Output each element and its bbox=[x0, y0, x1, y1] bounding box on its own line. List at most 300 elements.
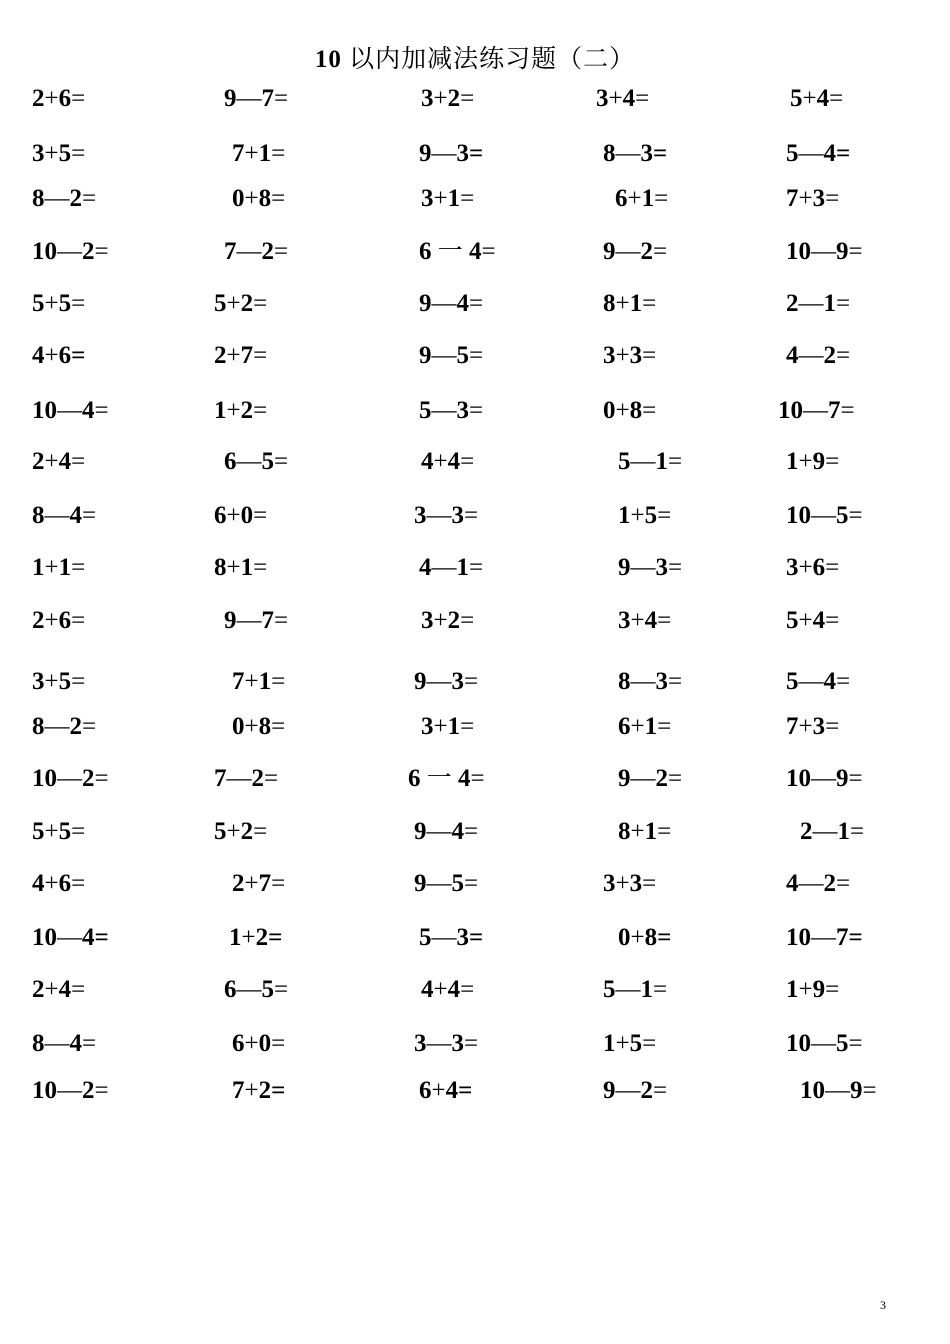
minus-sign: — bbox=[615, 238, 641, 265]
operand-b: 5 bbox=[58, 140, 72, 167]
minus-sign: — bbox=[615, 976, 641, 1003]
operand-b: 7 bbox=[258, 870, 272, 897]
minus-sign: — bbox=[630, 668, 656, 695]
math-problem bbox=[224, 447, 288, 477]
operand-a: 4 bbox=[786, 342, 799, 369]
math-problem bbox=[615, 184, 668, 214]
operand-b: 4 bbox=[816, 85, 830, 112]
equals-sign: = bbox=[668, 765, 683, 792]
plus-sign: + bbox=[226, 818, 241, 845]
page-number: 3 bbox=[880, 1298, 886, 1312]
operand-b: 6 bbox=[58, 607, 72, 634]
plus-sign: + bbox=[244, 870, 259, 897]
math-problem bbox=[214, 553, 267, 583]
equals-sign: = bbox=[836, 342, 851, 369]
equals-sign: = bbox=[82, 1030, 97, 1057]
operand-a: 3 bbox=[421, 85, 434, 112]
operand-b: 9 bbox=[812, 448, 826, 475]
plus-sign: + bbox=[244, 1030, 259, 1057]
plus-sign: + bbox=[615, 1030, 630, 1057]
operand-b: 8 bbox=[644, 924, 658, 951]
operand-b: 4 bbox=[456, 290, 469, 317]
operand-a: 2 bbox=[32, 607, 45, 634]
math-problem bbox=[419, 1076, 472, 1106]
plus-sign: + bbox=[44, 342, 59, 369]
math-problem bbox=[618, 764, 682, 794]
operand-b: 4 bbox=[69, 502, 82, 529]
equals-sign: = bbox=[642, 397, 657, 424]
operand-a: 8 bbox=[32, 185, 45, 212]
operand-a: 0 bbox=[618, 924, 631, 951]
plus-sign: + bbox=[44, 668, 59, 695]
math-problem bbox=[414, 501, 478, 531]
equals-sign: = bbox=[464, 870, 479, 897]
math-problem bbox=[32, 1076, 109, 1106]
plus-sign: + bbox=[433, 976, 448, 1003]
minus-sign: — bbox=[236, 238, 262, 265]
operand-a: 7 bbox=[232, 1077, 245, 1104]
minus-sign: — bbox=[226, 765, 252, 792]
equals-sign: = bbox=[71, 554, 86, 581]
operand-b: 1 bbox=[837, 818, 850, 845]
minus-sign: — bbox=[431, 290, 457, 317]
math-problem bbox=[32, 501, 96, 531]
operand-b: 5 bbox=[58, 818, 72, 845]
equals-sign: = bbox=[253, 397, 268, 424]
math-problem bbox=[214, 501, 267, 531]
equals-sign: = bbox=[469, 290, 484, 317]
math-problem bbox=[800, 817, 864, 847]
operand-b: 2 bbox=[240, 818, 254, 845]
math-problem bbox=[786, 975, 839, 1005]
equals-sign: = bbox=[469, 342, 484, 369]
equals-sign: = bbox=[848, 1030, 863, 1057]
operand-b: 2 bbox=[447, 607, 461, 634]
minus-sign: — bbox=[236, 607, 262, 634]
operand-b: 6 bbox=[58, 342, 72, 369]
plus-sign: + bbox=[630, 818, 645, 845]
math-problem bbox=[419, 923, 483, 953]
minus-sign: — bbox=[615, 1077, 641, 1104]
minus-sign: — bbox=[426, 818, 452, 845]
equals-sign: = bbox=[825, 976, 840, 1003]
plus-sign: + bbox=[615, 342, 630, 369]
math-problem bbox=[224, 237, 288, 267]
math-problem bbox=[603, 869, 656, 899]
plus-sign: + bbox=[244, 713, 259, 740]
equals-sign: = bbox=[653, 976, 668, 1003]
operand-b: 3 bbox=[451, 502, 464, 529]
operand-b: 4 bbox=[82, 924, 95, 951]
minus-sign: — bbox=[236, 448, 262, 475]
operand-a: 6 bbox=[618, 713, 631, 740]
operand-a: 0 bbox=[603, 397, 616, 424]
operand-b: 2 bbox=[655, 765, 668, 792]
minus-sign: — bbox=[431, 140, 457, 167]
operand-a: 3 bbox=[596, 85, 609, 112]
operand-b: 4 bbox=[823, 140, 836, 167]
minus-sign: — bbox=[426, 1030, 452, 1057]
equals-sign: = bbox=[469, 554, 484, 581]
math-problem bbox=[32, 447, 85, 477]
operand-a: 5 bbox=[419, 924, 432, 951]
minus-sign: 一 bbox=[431, 238, 470, 265]
equals-sign: = bbox=[836, 668, 851, 695]
plus-sign: + bbox=[433, 185, 448, 212]
math-problem bbox=[32, 184, 96, 214]
minus-sign: — bbox=[236, 85, 262, 112]
math-problem bbox=[32, 712, 96, 742]
operand-b: 8 bbox=[258, 713, 272, 740]
equals-sign: = bbox=[862, 1077, 877, 1104]
plus-sign: + bbox=[244, 140, 259, 167]
math-problem bbox=[421, 184, 474, 214]
plus-sign: + bbox=[433, 85, 448, 112]
operand-b: 1 bbox=[641, 185, 655, 212]
operand-b: 7 bbox=[261, 85, 274, 112]
plus-sign: + bbox=[244, 668, 259, 695]
equals-sign: = bbox=[848, 238, 863, 265]
math-problem bbox=[419, 553, 483, 583]
operand-b: 1 bbox=[447, 713, 461, 740]
plus-sign: + bbox=[433, 448, 448, 475]
math-problem bbox=[419, 289, 483, 319]
minus-sign: — bbox=[630, 554, 656, 581]
operand-b: 2 bbox=[251, 765, 264, 792]
operand-a: 10 bbox=[32, 397, 57, 424]
math-problem bbox=[214, 764, 278, 794]
operand-a: 0 bbox=[232, 713, 245, 740]
operand-a: 2 bbox=[800, 818, 813, 845]
equals-sign: = bbox=[274, 85, 289, 112]
operand-a: 4 bbox=[421, 976, 434, 1003]
equals-sign: = bbox=[642, 870, 657, 897]
math-problem bbox=[414, 817, 478, 847]
equals-sign: = bbox=[268, 924, 283, 951]
operand-b: 2 bbox=[240, 290, 254, 317]
equals-sign: = bbox=[271, 870, 286, 897]
operand-b: 5 bbox=[58, 290, 72, 317]
operand-a: 2 bbox=[32, 976, 45, 1003]
math-problem bbox=[618, 447, 682, 477]
minus-sign: — bbox=[44, 713, 70, 740]
equals-sign: = bbox=[71, 290, 86, 317]
equals-sign: = bbox=[657, 924, 672, 951]
plus-sign: + bbox=[615, 397, 630, 424]
minus-sign: — bbox=[798, 140, 824, 167]
operand-a: 9 bbox=[603, 1077, 616, 1104]
minus-sign: — bbox=[236, 976, 262, 1003]
equals-sign: = bbox=[470, 765, 485, 792]
operand-b: 4 bbox=[447, 976, 461, 1003]
operand-a: 4 bbox=[32, 870, 45, 897]
operand-b: 6 bbox=[812, 554, 826, 581]
math-problem bbox=[232, 869, 285, 899]
equals-sign: = bbox=[271, 140, 286, 167]
minus-sign: — bbox=[431, 554, 457, 581]
math-problem bbox=[32, 764, 109, 794]
equals-sign: = bbox=[481, 238, 496, 265]
equals-sign: = bbox=[94, 765, 109, 792]
operand-a: 1 bbox=[786, 976, 799, 1003]
plus-sign: + bbox=[241, 924, 256, 951]
operand-b: 2 bbox=[82, 1077, 95, 1104]
equals-sign: = bbox=[274, 448, 289, 475]
minus-sign: — bbox=[811, 1030, 836, 1057]
plus-sign: + bbox=[798, 185, 813, 212]
operand-a: 9 bbox=[414, 818, 427, 845]
operand-b: 3 bbox=[456, 924, 469, 951]
plus-sign: + bbox=[433, 607, 448, 634]
equals-sign: = bbox=[253, 554, 268, 581]
operand-a: 4 bbox=[786, 870, 799, 897]
minus-sign: — bbox=[812, 818, 838, 845]
minus-sign: — bbox=[426, 870, 452, 897]
math-problem bbox=[603, 289, 656, 319]
plus-sign: + bbox=[608, 85, 623, 112]
math-problem bbox=[419, 396, 483, 426]
minus-sign: — bbox=[825, 1077, 850, 1104]
math-problem bbox=[32, 1029, 96, 1059]
equals-sign: = bbox=[274, 976, 289, 1003]
plus-sign: + bbox=[44, 85, 59, 112]
math-problem bbox=[32, 606, 85, 636]
minus-sign: — bbox=[426, 668, 452, 695]
equals-sign: = bbox=[253, 502, 268, 529]
operand-b: 1 bbox=[58, 554, 72, 581]
operand-a: 9 bbox=[419, 290, 432, 317]
operand-a: 9 bbox=[419, 140, 432, 167]
operand-b: 4 bbox=[447, 448, 461, 475]
math-problem bbox=[232, 667, 285, 697]
operand-b: 3 bbox=[456, 140, 469, 167]
plus-sign: + bbox=[630, 713, 645, 740]
minus-sign: — bbox=[44, 502, 70, 529]
equals-sign: = bbox=[271, 1030, 286, 1057]
operand-a: 5 bbox=[32, 818, 45, 845]
math-problem bbox=[618, 606, 671, 636]
operand-a: 7 bbox=[224, 238, 237, 265]
operand-a: 2 bbox=[214, 342, 227, 369]
operand-b: 1 bbox=[258, 140, 272, 167]
operand-a: 9 bbox=[414, 668, 427, 695]
equals-sign: = bbox=[848, 924, 863, 951]
math-problem bbox=[786, 139, 850, 169]
operand-b: 4 bbox=[82, 397, 95, 424]
operand-b: 2 bbox=[255, 924, 269, 951]
equals-sign: = bbox=[464, 818, 479, 845]
math-problem bbox=[414, 869, 478, 899]
equals-sign: = bbox=[836, 140, 851, 167]
operand-b: 1 bbox=[456, 554, 469, 581]
math-problem bbox=[618, 923, 671, 953]
operand-b: 4 bbox=[823, 668, 836, 695]
operand-b: 5 bbox=[261, 976, 274, 1003]
plus-sign: + bbox=[798, 976, 813, 1003]
operand-a: 9 bbox=[603, 238, 616, 265]
equals-sign: = bbox=[836, 290, 851, 317]
operand-b: 1 bbox=[823, 290, 836, 317]
math-problem bbox=[790, 84, 843, 114]
operand-a: 6 bbox=[419, 1077, 432, 1104]
plus-sign: + bbox=[630, 502, 645, 529]
minus-sign: — bbox=[44, 185, 70, 212]
operand-a: 6 bbox=[232, 1030, 245, 1057]
math-problem bbox=[232, 1029, 285, 1059]
math-problem bbox=[32, 975, 85, 1005]
minus-sign: — bbox=[431, 397, 457, 424]
operand-a: 7 bbox=[214, 765, 227, 792]
operand-a: 3 bbox=[32, 140, 45, 167]
equals-sign: = bbox=[71, 668, 86, 695]
operand-a: 10 bbox=[786, 924, 811, 951]
minus-sign: — bbox=[811, 238, 836, 265]
equals-sign: = bbox=[469, 397, 484, 424]
plus-sign: + bbox=[798, 448, 813, 475]
math-problem bbox=[786, 289, 850, 319]
operand-a: 2 bbox=[232, 870, 245, 897]
operand-a: 1 bbox=[229, 924, 242, 951]
equals-sign: = bbox=[271, 185, 286, 212]
operand-b: 5 bbox=[58, 668, 72, 695]
equals-sign: = bbox=[82, 713, 97, 740]
equals-sign: = bbox=[94, 924, 109, 951]
equals-sign: = bbox=[71, 607, 86, 634]
equals-sign: = bbox=[271, 1077, 286, 1104]
minus-sign: — bbox=[57, 238, 82, 265]
math-problem bbox=[786, 1029, 863, 1059]
operand-a: 3 bbox=[603, 870, 616, 897]
operand-b: 2 bbox=[82, 765, 95, 792]
plus-sign: + bbox=[226, 502, 241, 529]
operand-a: 9 bbox=[618, 765, 631, 792]
math-problem bbox=[408, 764, 485, 794]
math-problem bbox=[232, 1076, 285, 1106]
operand-a: 6 bbox=[224, 976, 237, 1003]
math-problem bbox=[778, 396, 855, 426]
operand-a: 1 bbox=[32, 554, 45, 581]
operand-b: 7 bbox=[261, 607, 274, 634]
math-problem bbox=[32, 553, 85, 583]
operand-b: 1 bbox=[640, 976, 653, 1003]
operand-b: 2 bbox=[447, 85, 461, 112]
operand-a: 10 bbox=[786, 502, 811, 529]
operand-b: 8 bbox=[629, 397, 643, 424]
equals-sign: = bbox=[460, 85, 475, 112]
plus-sign: + bbox=[802, 85, 817, 112]
operand-b: 3 bbox=[640, 140, 653, 167]
operand-b: 0 bbox=[258, 1030, 272, 1057]
math-problem bbox=[419, 139, 483, 169]
math-problem bbox=[224, 606, 288, 636]
operand-a: 7 bbox=[786, 185, 799, 212]
operand-a: 1 bbox=[603, 1030, 616, 1057]
operand-a: 5 bbox=[419, 397, 432, 424]
equals-sign: = bbox=[460, 713, 475, 740]
operand-b: 1 bbox=[447, 185, 461, 212]
operand-b: 1 bbox=[644, 818, 658, 845]
equals-sign: = bbox=[642, 342, 657, 369]
operand-b: 2 bbox=[82, 238, 95, 265]
math-problem bbox=[421, 447, 474, 477]
equals-sign: = bbox=[850, 818, 865, 845]
equals-sign: = bbox=[460, 607, 475, 634]
math-problem bbox=[32, 923, 109, 953]
equals-sign: = bbox=[825, 185, 840, 212]
operand-b: 2 bbox=[640, 1077, 653, 1104]
operand-a: 3 bbox=[786, 554, 799, 581]
plus-sign: + bbox=[244, 1077, 259, 1104]
minus-sign: — bbox=[803, 397, 828, 424]
math-problem bbox=[421, 84, 474, 114]
math-problem bbox=[32, 667, 85, 697]
plus-sign: + bbox=[44, 607, 59, 634]
math-problem bbox=[32, 289, 85, 319]
operand-b: 4 bbox=[58, 976, 72, 1003]
operand-b: 3 bbox=[451, 668, 464, 695]
equals-sign: = bbox=[464, 1030, 479, 1057]
equals-sign: = bbox=[653, 238, 668, 265]
math-problem bbox=[224, 84, 288, 114]
operand-a: 0 bbox=[232, 185, 245, 212]
operand-b: 3 bbox=[655, 554, 668, 581]
operand-b: 1 bbox=[629, 290, 643, 317]
plus-sign: + bbox=[244, 185, 259, 212]
operand-b: 0 bbox=[240, 502, 254, 529]
plus-sign: + bbox=[44, 554, 59, 581]
operand-b: 3 bbox=[655, 668, 668, 695]
operand-a: 6 bbox=[214, 502, 227, 529]
operand-a: 4 bbox=[421, 448, 434, 475]
equals-sign: = bbox=[253, 342, 268, 369]
operand-a: 10 bbox=[32, 1077, 57, 1104]
math-problem bbox=[32, 817, 85, 847]
plus-sign: + bbox=[44, 870, 59, 897]
minus-sign: — bbox=[431, 342, 457, 369]
operand-a: 3 bbox=[32, 668, 45, 695]
operand-b: 9 bbox=[812, 976, 826, 1003]
plus-sign: + bbox=[798, 554, 813, 581]
math-problem bbox=[214, 289, 267, 319]
operand-b: 1 bbox=[655, 448, 668, 475]
operand-a: 10 bbox=[32, 924, 57, 951]
operand-b: 2 bbox=[69, 713, 82, 740]
minus-sign: — bbox=[57, 1077, 82, 1104]
equals-sign: = bbox=[71, 976, 86, 1003]
operand-b: 4 bbox=[644, 607, 658, 634]
equals-sign: = bbox=[825, 554, 840, 581]
math-problem bbox=[414, 667, 478, 697]
math-problem bbox=[603, 396, 656, 426]
equals-sign: = bbox=[848, 502, 863, 529]
math-problem bbox=[421, 975, 474, 1005]
equals-sign: = bbox=[668, 668, 683, 695]
math-problem bbox=[421, 606, 474, 636]
math-problem bbox=[229, 923, 282, 953]
equals-sign: = bbox=[642, 1030, 657, 1057]
operand-a: 10 bbox=[778, 397, 803, 424]
operand-a: 10 bbox=[800, 1077, 825, 1104]
minus-sign: — bbox=[798, 342, 824, 369]
operand-b: 5 bbox=[836, 502, 849, 529]
plus-sign: + bbox=[44, 290, 59, 317]
minus-sign: — bbox=[798, 870, 824, 897]
operand-a: 2 bbox=[786, 290, 799, 317]
operand-a: 10 bbox=[786, 1030, 811, 1057]
operand-b: 4 bbox=[58, 448, 72, 475]
operand-a: 6 bbox=[408, 765, 421, 792]
operand-b: 5 bbox=[451, 870, 464, 897]
